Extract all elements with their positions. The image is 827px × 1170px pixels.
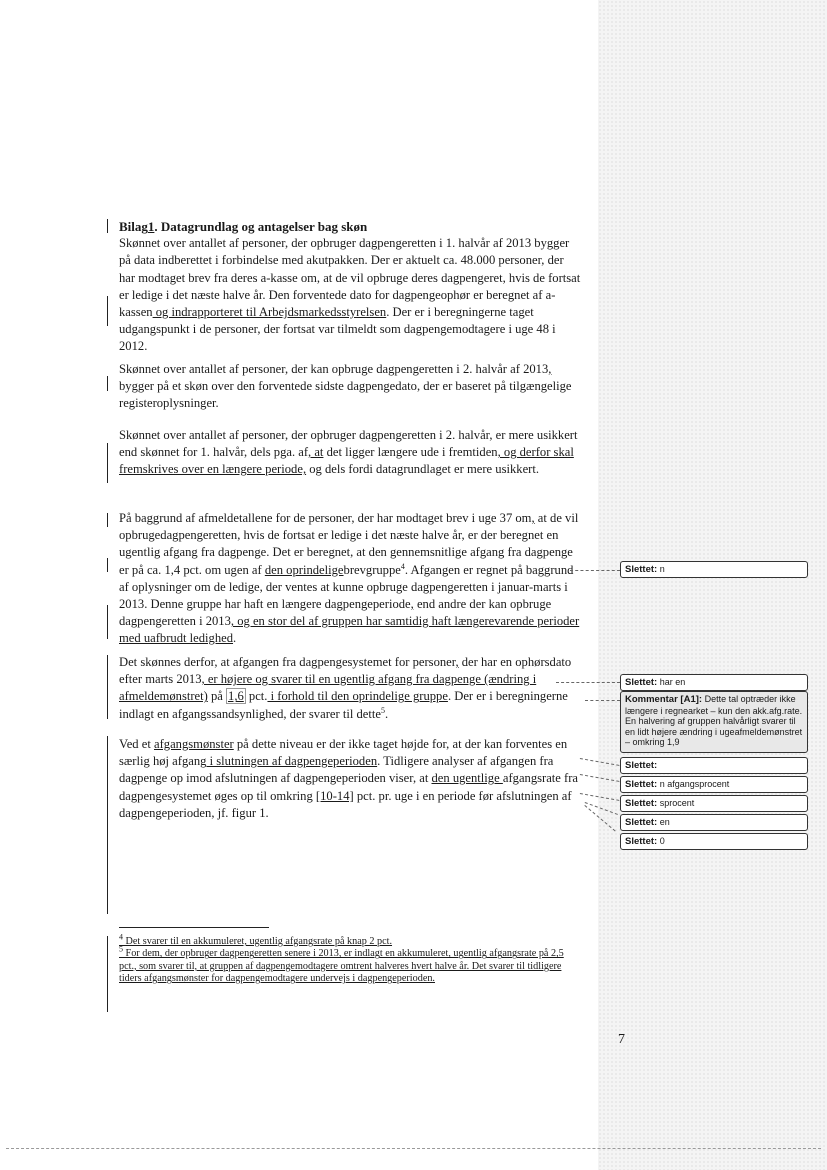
comment-connector: [570, 570, 620, 571]
change-bar: [107, 376, 108, 391]
footnote-5: $^5$ For dem, der opbruger dagpengeretten senere i 2013, er indlagt en akkumuleret, ugentlig afgangsrate på 2,5 pct., som svarer til, at gruppen af dagpengemodtagere omtrent halveres hvert halve år. Det svarer til tidligere tiders afgangsmønster for dagpengemodtagere undervejs i dagpengeperioden.: [119, 945, 564, 985]
comment-connector: [556, 682, 620, 683]
comment-balloon-deleted[interactable]: Slettet: har en: [620, 674, 808, 691]
change-bar: [107, 936, 108, 1012]
section-heading: Bilag1. Datagrundlag og antagelser bag skøn: [119, 219, 368, 234]
scan-edge-line: [6, 1148, 821, 1149]
change-bar: [107, 296, 108, 326]
change-bar: [107, 219, 108, 233]
comment-margin: [598, 0, 827, 1170]
paragraph-5: Det skønnes derfor, at afgangen fra dagpengesystemet for personer, der har en ophørsdato efter marts 2013, er højere og svarer til en ugentlig afgang fra dagpenge (ændring i afmeldemønstret) på 1,6 pct. i forhold til den oprindelige gruppe. Der er i beregningerne indlagt en afgangssandsynlighed, der svarer til dette$^5$.: [119, 655, 572, 721]
change-bar: [107, 736, 108, 914]
footnote-ref-4[interactable]: 4: [400, 561, 405, 571]
footnotes: [119, 932, 581, 986]
paragraph-6: Ved et afgangsmønster på dette niveau er der ikke taget højde for, at der kan forventes en særlig høj afgang i slutningen af dagpengeperioden. Tidligere analyser af afgangen fra dagpenge op imod afslutningen af dagpengeperioden viser, at den ugentlige afgangsrate fra dagpengesystemet øges op til omkring [10-14] pct. pr. uge i en periode før afslutningen af dagpengeperioden, jf. figur 1.: [119, 737, 579, 820]
change-bar: [107, 513, 108, 527]
paragraph-2: Skønnet over antallet af personer, der kan opbruge dagpengeretten i 2. halvår af 2013, bygger på et skøn over den forventede sidste dagpengedato, der er baseret på tilgængelige registeroplysninger.: [119, 362, 572, 411]
change-bar: [107, 558, 108, 572]
comment-balloon-deleted[interactable]: Slettet: n: [620, 561, 808, 578]
comment-balloon-deleted[interactable]: Slettet: en: [620, 814, 808, 831]
change-bar: [107, 443, 108, 483]
paragraph-4: På baggrund af afmeldetallene for de personer, der har modtaget brev i uge 37 om, at de vil opbrugedagpengeretten, hvis de fortsat er ledige i det næste halve år, er der beregnet en ugentlig afgang fra dagpenge. Det er beregnet, at den gennemsnitlige afgang fra dagpenge er på ca. 1,4 pct. om ugen af den oprindeligebrevgruppe$^4$. Afgangen er regnet på baggrund af oplysninger om de ledige, der ventes at kunne opbruge dagpengeretten i januar-marts i 2013. Denne gruppe har haft en længere dagpengeperiode, end andre der kan opbruge dagpengeretten i 2013, og en stor del af gruppen har samtidig haft længerevarende perioder med uafbrudt ledighed.: [119, 511, 580, 646]
footnote-4: $^4$ Det svarer til en akkumuleret, ugentlig afgangsrate på knap 2 pct.: [119, 932, 393, 947]
comment-connector: [585, 700, 620, 701]
page-number: 7: [618, 1032, 625, 1047]
footnote-ref-5[interactable]: 5: [380, 705, 385, 715]
comment-balloon-deleted[interactable]: Slettet:: [620, 757, 808, 774]
comment-balloon-deleted[interactable]: Slettet: sprocent: [620, 795, 808, 812]
section-bilag-1: [119, 218, 581, 356]
comment-balloon-deleted[interactable]: Slettet: n afgangsprocent: [620, 776, 808, 793]
footnote-separator: [119, 927, 269, 928]
change-bar: [107, 605, 108, 639]
comment-balloon-deleted[interactable]: Slettet: 0: [620, 833, 808, 850]
change-bar: [107, 655, 108, 719]
comment-anchor-a1[interactable]: 1,6: [228, 689, 244, 704]
paragraph-1: Skønnet over antallet af personer, der opbruger dagpengeretten i 1. halvår af 2013 bygger på data indberettet i forbindelse med akutpakken. Der er aktuelt ca. 48.000 personer, der har modtaget brev fra deres a-kasse om, at de vil opbruge deres dagpengeret, hvis de fortsat er ledige i det næste halve år. Den forventede dato for dagpengeophør er beregnet af a-kassen og indrapporteret til Arbejdsmarkedsstyrelsen. Der er i beregningerne taget udgangspunkt i de personer, der fortsat var tilmeldt som dagpengemodtagere i uge 48 i 2012.: [119, 236, 581, 354]
paragraph-3: Skønnet over antallet af personer, der opbruger dagpengeretten i 2. halvår, er mere usikkert end skønnet for 1. halvår, dels pga. af, at det ligger længere ude i fremtiden, og derfor skal fremskrives over en længere periode, og dels fordi datagrundlaget er mere usikkert.: [119, 428, 578, 477]
comment-balloon-kommentar-a1[interactable]: Kommentar [A1]: Dette tal optræder ikke længere i regnearket – kun den akk.afg.rate. En halvering af gruppen halvårligt svarer til en lidt højere ændring i ugeafmeldemønstret – omkring 1,9: [620, 691, 808, 753]
